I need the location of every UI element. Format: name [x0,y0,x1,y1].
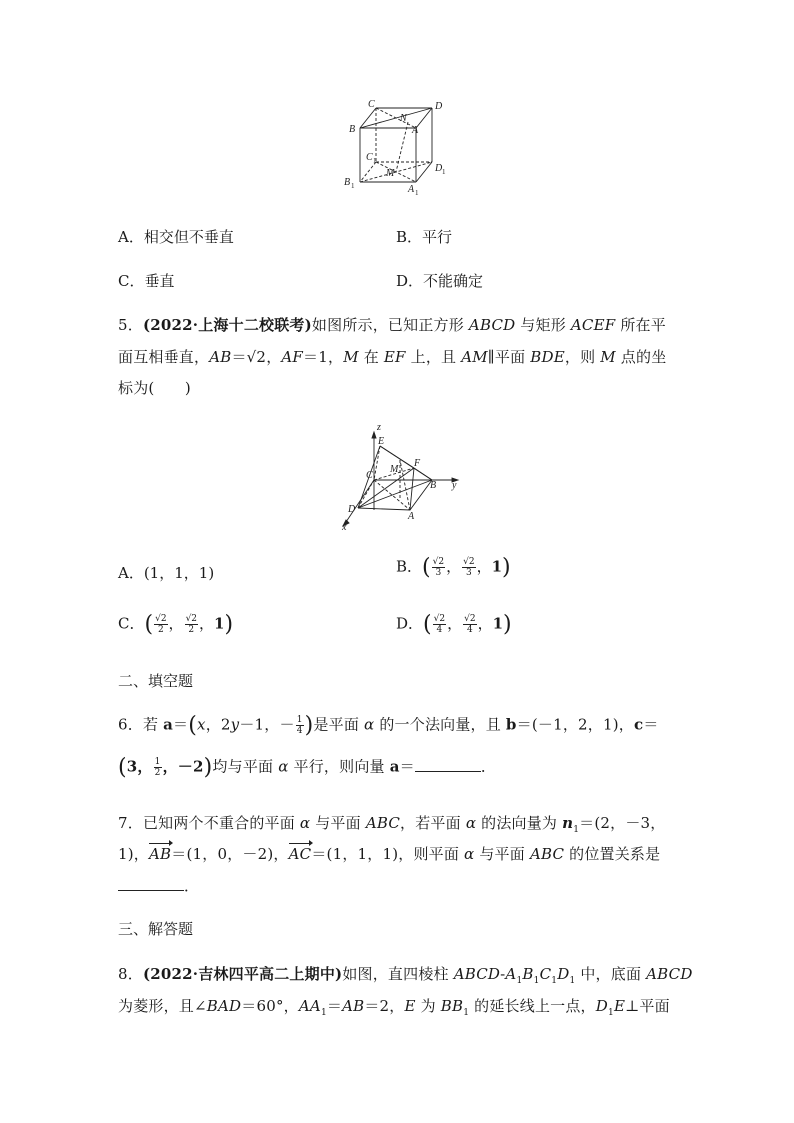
q8-var: ABCD [453,965,501,983]
q8-text: ＝ [326,997,343,1015]
q5-text: ，则 [564,348,601,366]
rect-edge [374,446,380,480]
label-a: A [412,125,419,136]
cube-edge [416,108,432,128]
q5-text: 上，且 [405,348,462,366]
label-n: N [400,113,407,124]
label-c: C [366,470,373,481]
label-a: A [408,511,415,522]
vec-ac: AC [288,845,312,863]
q8-var: E [613,997,626,1015]
vec-ab: AB [149,845,172,863]
label-b1-sub: 1 [351,182,355,190]
q8-text: 中，底面 [575,965,647,983]
sep: ， [199,614,215,633]
fraction [462,557,475,578]
q5-var: AM [461,348,488,366]
vec-b: b [505,715,517,734]
q7-text: ． [184,877,200,895]
q5-line-2 [118,346,666,367]
paren-close: ) [304,713,314,738]
q4-option-b[interactable]: B．平行 [396,228,453,246]
fraction-num: √2 [433,614,446,624]
q6-line-2 [118,755,496,780]
q6-text: ． [480,757,497,776]
q8-text: 的延长线上一点， [469,997,596,1015]
subscript: 1 [551,976,558,986]
subscript: 1 [608,1008,614,1018]
paren-open: ( [144,612,154,637]
q6-var: y [230,715,240,734]
fraction-den: 4 [296,726,303,736]
paren-open: ( [118,755,127,780]
fraction-num: 1 [296,715,303,725]
option-prefix: B． [396,557,423,576]
q8-var: B [522,965,534,983]
q8-line-2 [118,995,670,1018]
fraction [185,614,198,635]
q6-text: 是平面 [313,715,365,734]
q7-text: ＝(2，－3， [579,814,666,832]
subscript: 1 [463,1008,470,1018]
subscript: 1 [569,976,576,986]
cube-hidden-edge [360,162,376,182]
q8-text: 如图，直四棱柱 [342,965,454,983]
paren-close: ) [203,755,213,780]
q7-var: α [465,814,477,832]
label-b: B [430,480,437,491]
q5-number: 5． [118,316,143,334]
paren-open: ( [422,555,431,580]
label-z: z [377,422,381,433]
q5-var: BDE [530,348,565,366]
q4-option-c[interactable]: C．垂直 [118,272,175,290]
q6-text: ＝ [399,757,415,776]
label-c1: C [366,152,373,163]
coordinate-figure [336,418,466,533]
subscript: 1 [320,1008,327,1018]
q6-text: 平行，则向量 [288,757,390,776]
fraction [433,614,446,635]
q8-var: D [557,965,570,983]
fraction [296,715,304,736]
option-prefix: C． [118,614,145,633]
fraction-den: 4 [436,625,443,635]
q5-var: M [343,348,359,366]
sep: ， [447,614,463,633]
vec-c: c [633,715,644,734]
vec-a: a [389,757,400,776]
q8-text: - [500,965,506,983]
fraction-num: √2 [185,614,198,624]
label-m: M [390,464,399,475]
q8-var: ABCD [646,965,693,983]
q8-number: 8． [118,965,143,983]
q5-var: ABCD [468,316,516,334]
fraction-num: √2 [464,614,476,624]
q5-source: (2022·上海十二校联考) [142,316,312,334]
section-solve: 三、解答题 [118,920,194,938]
q7-number: 7．已知两个不重合的平面 [118,814,300,832]
q5-text: ＝1， [303,348,344,366]
value: 1 [214,614,225,633]
q5-text: 如图所示，已知正方形 [311,316,469,334]
fraction-den: 4 [466,625,473,635]
q8-var: AB [342,997,365,1015]
sep: ， [446,557,462,576]
fraction [463,614,476,635]
fraction-num: √2 [155,614,167,624]
rect-edge [410,468,414,510]
option-prefix: D． [396,614,424,633]
q7-text: 与平面 [310,814,366,832]
q5-option-c[interactable] [118,612,233,637]
q7-text: ，若平面 [400,814,466,832]
fraction [432,557,445,578]
q6-var: α [364,715,375,734]
subscript: 1 [573,825,580,835]
paren-open: ( [188,713,198,738]
fraction [154,614,167,635]
q7-text: 与平面 [474,845,530,863]
segment-db [358,480,432,508]
q5-option-a[interactable]: A．(1，1，1) [118,564,215,582]
q8-text: 为菱形，且∠ [118,997,207,1015]
q8-text: ⊥平面 [625,997,670,1015]
q5-text: 所在平 [615,316,666,334]
q4-option-d[interactable]: D．不能确定 [396,272,484,290]
label-b: B [349,124,356,135]
label-x: x [342,522,347,533]
fraction [154,757,162,778]
q6-var: x [197,715,206,734]
q8-text: 为 [415,997,441,1015]
q6-answer-blank[interactable] [415,757,481,772]
q4-option-a[interactable]: A．相交但不垂直 [118,228,234,246]
q7-var: ABC [529,845,565,863]
q6-text: 的一个法向量，且 [374,715,506,734]
label-e: E [378,436,385,447]
q5-text: 面互相垂直， [118,348,210,366]
q6-number: 6．若 [118,715,164,734]
label-b1: B [344,177,351,188]
q6-var: α [278,757,289,776]
q8-text: ＝2， [364,997,405,1015]
q8-text: ＝60°， [241,997,299,1015]
q6-text: 均与平面 [212,757,279,776]
cube-figure [340,96,460,196]
q7-var: α [464,845,475,863]
paren-open: ( [423,612,432,637]
q6-text: ＝ [173,715,189,734]
q8-var: BAD [206,997,242,1015]
z-axis-arrow [372,432,376,438]
q8-var: A [505,965,517,983]
q5-var: AB [209,348,232,366]
q6-text: ，2 [205,715,231,734]
q5-text: ∥平面 [487,348,531,366]
q8-var: E [404,997,416,1015]
q5-text: 点的坐 [615,348,667,366]
q6-text: ，－2 [162,757,204,776]
q7-text: ＝(1，0，－2)， [171,845,289,863]
fraction-num: √2 [463,557,475,567]
label-c1-sub: 1 [373,157,377,165]
paren-close: ) [503,612,512,637]
q6-text: －1，－ [239,715,295,734]
q8-var: BB [440,997,464,1015]
q8-line-1 [118,963,693,986]
q8-var: D [595,997,608,1015]
value: 1 [491,557,503,576]
cube-diagonal [376,108,416,128]
q7-line-3 [118,875,199,896]
q7-line-2 [118,843,660,864]
q5-text: ＝ [231,348,247,366]
q7-line-1 [118,812,665,835]
q6-text: ＝(－1，2，1)， [516,715,634,734]
value: 1 [492,614,504,633]
label-f: F [414,458,421,469]
q5-sqrt: √2 [246,348,267,366]
cube-segment-mn [396,122,408,172]
q5-var: M [600,348,616,366]
segment-be [380,446,432,480]
fraction-den: 3 [465,568,472,578]
q5-text: 与矩形 [515,316,571,334]
q5-var: EF [383,348,406,366]
q7-text: ＝(1，1，1)，则平面 [311,845,465,863]
paren-close: ) [224,612,234,637]
q5-option-d[interactable] [396,612,512,637]
label-d: D [435,101,443,112]
label-c: C [368,99,375,110]
q7-answer-blank[interactable] [118,876,184,891]
section-fill-in: 二、填空题 [118,672,194,690]
label-d1-sub: 1 [442,168,446,176]
q5-text: 在 [358,348,384,366]
subscript: 1 [533,976,540,986]
q7-var: α [299,814,311,832]
q5-line-1 [118,314,666,335]
q7-text: 的法向量为 [476,814,563,832]
fraction-num: 1 [154,757,161,767]
label-a1-sub: 1 [415,189,419,196]
q7-text: 的位置关系是 [564,845,661,863]
fraction-den: 2 [157,625,164,635]
q8-var: AA [298,997,321,1015]
fraction-num: √2 [432,557,445,567]
q5-text: ， [266,348,282,366]
q6-text: ＝ [643,715,659,734]
label-a1: A [408,184,415,195]
q5-option-b[interactable] [396,555,511,580]
label-d1: D [435,163,443,174]
fraction-den: 3 [435,568,442,578]
q8-source: (2022·吉林四平高二上期中) [142,965,343,983]
sep: ， [477,614,493,633]
x-axis [346,480,374,522]
q7-text: 1)， [118,845,149,863]
q6-line-1 [118,713,659,738]
cube-edge [416,162,432,182]
q7-var: n [562,814,574,832]
label-y: y [452,480,457,491]
vec-a: a [163,715,174,734]
cube-edge [360,108,376,128]
fraction-den: 2 [154,768,161,778]
sep: ， [476,557,492,576]
q5-var: AF [281,348,304,366]
q7-var: ABC [365,814,401,832]
label-d: D [348,504,356,515]
fraction-den: 2 [188,625,195,635]
sep: ， [168,614,184,633]
q5-var: ACEF [570,316,616,334]
q6-text: 3， [126,757,153,776]
paren-close: ) [502,555,511,580]
subscript: 1 [516,976,523,986]
label-m: M [386,168,395,179]
q5-line-3: 标为( ) [118,379,191,397]
q8-var: C [539,965,552,983]
